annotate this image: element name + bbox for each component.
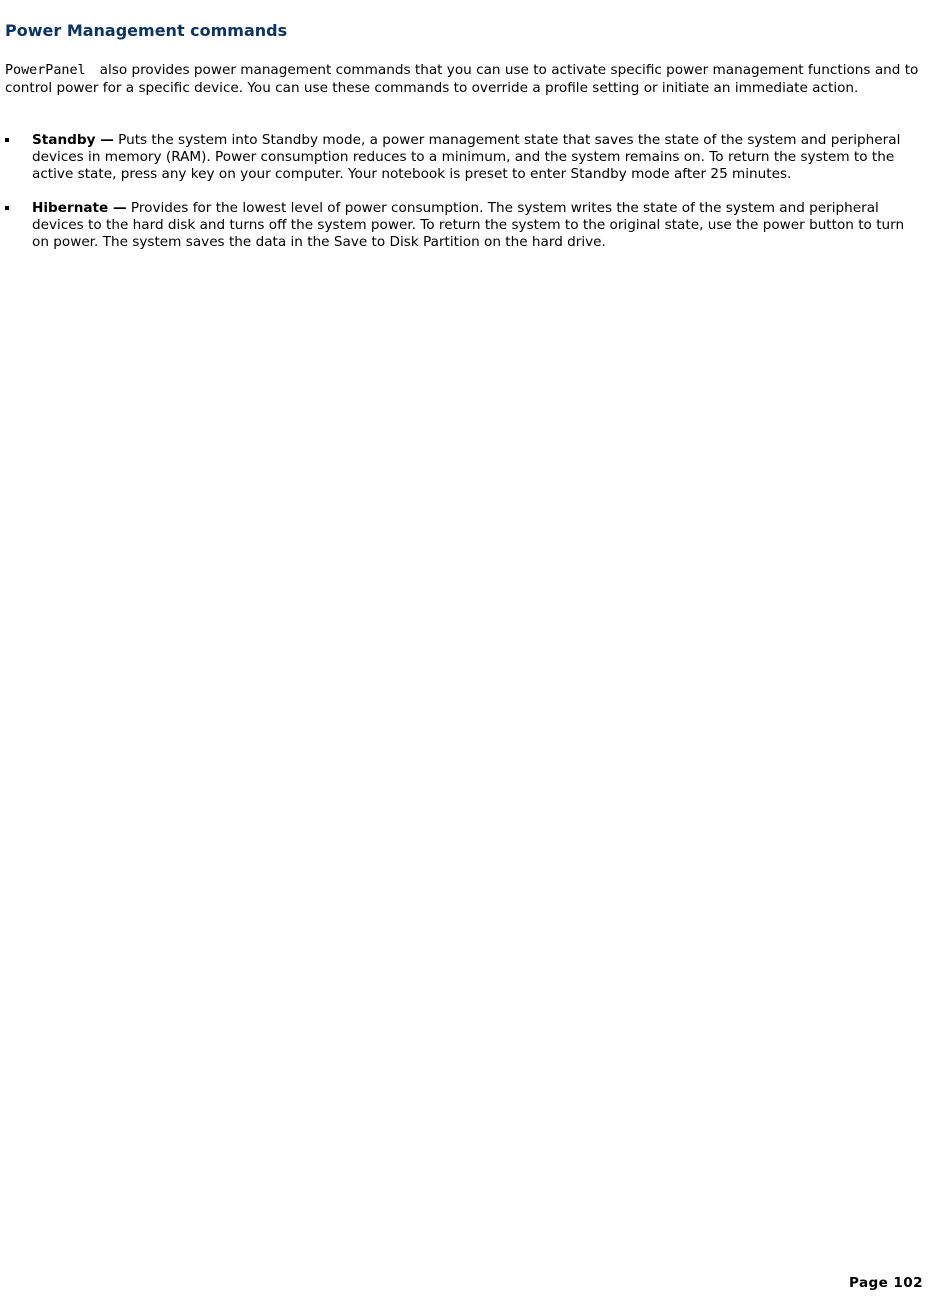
page-number: Page 102 (848, 1275, 923, 1291)
bullet-square-icon (5, 138, 9, 142)
command-list (5, 132, 905, 269)
description-standby: Puts the system into Standby mode, a power management state that saves the state of the system and peripheral devices in memory (RAM). Power consumption reduces to a minimum, and the system remains on. To return the system to the active state, press any key on your computer. Your notebook is preset to enter Standby mode after 25 minutes. (32, 132, 901, 182)
intro-text: also provides power management commands that you can use to activate specific power management functions and to control power for a specific device. You can use these commands to override a profile setting or initiate an immediate action. (5, 62, 919, 96)
page-title: Power Management commands (5, 21, 288, 40)
list-item-standby (5, 132, 905, 182)
term-hibernate: Hibernate — (32, 200, 127, 217)
description-hibernate: Provides for the lowest level of power consumption. The system writes the state of the system and peripheral devices to the hard disk and turns off the system power. To return the system to the original state, use the power button to turn on power. The system saves the data in the Save to Disk Partition on the hard drive. (32, 200, 905, 250)
term-standby: Standby — (32, 132, 114, 148)
bullet-square-icon (5, 206, 9, 210)
intro-paragraph (5, 62, 925, 97)
product-name: PowerPanel (5, 63, 86, 78)
list-item-hibernate (5, 200, 905, 250)
